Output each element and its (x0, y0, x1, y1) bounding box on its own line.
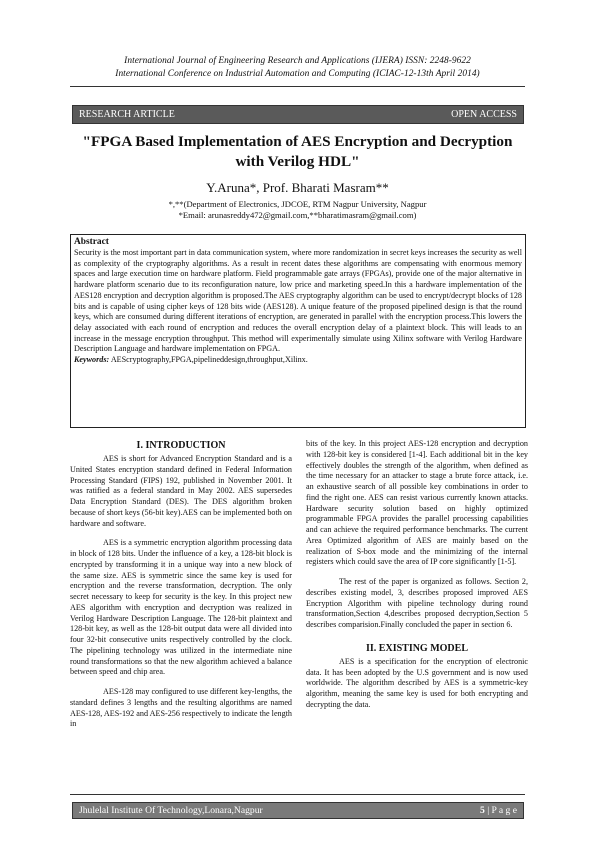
abstract-text: Security is the most important part in data communication system, where more randomization in secret keys increases the security as well as complexity of the cryptography algorithms. As a result in recent dates these algorithms are compensating with enormous memory spaces and large execution time on hardware platform. Field programmable gate arrays (FPGAs), provide one of the major alternative in hardware platform scenario due to its reconfiguration nature, low price and marketing speed.In this a hardware implementation of the AES128 encryption and decryption algorithm is proposed.The AES cryptography algorithm can be used to encrypt/decrypt blocks of 128 bits and is capable of using cipher keys of 128 bits wide (AES128). A unique feature of the proposed pipelined design is that the round keys, which are consumed during different iterations of encryption, are generated in parallel with the encryption process.This lowers the delay associated with each round of encryption and reduces the overall encryption delay of a plaintext block. This will leads to an increase in the message encryption throughput. This method will experimentally simulate using Xilinx software with Verilog Hardware Description Language and hardware implementation on FPGA. (74, 248, 522, 354)
journal-header-line1: International Journal of Engineering Research and Applications (IJERA) ISSN: 2248-9622 (124, 56, 471, 66)
open-access-label: OPEN ACCESS (451, 109, 517, 120)
email-line: *Email: arunasreddy472@gmail.com,**bharatimasram@gmail.com) (178, 210, 417, 220)
intro-paragraph-1: AES is short for Advanced Encryption Standard and is a United States encryption standard defined in Federal Information Processing Standard (FIPS) 192, published in November 2001. It was ratified as a federal standard in May 2002. AES supersedes Data Encryption Standard (DES). The DES algorithm broken because of short keys (56-bit key).AES can be implemented both on hardware and software. (70, 454, 292, 528)
journal-header (60, 55, 535, 81)
paper-organization-paragraph: The rest of the paper is organized as follows. Section 2, describes existing model, 3, describes proposed improved AES Encryption Algorithm with pipeline technology during round transformation,Section 4,describes proposed decryption,Section 5 describes comparision.Finally concluded the paper in section 6. (306, 577, 528, 629)
keywords-text: AEScryptography,FPGA,pipelineddesign,throughput,Xilinx. (110, 355, 308, 365)
intro-continuation: bits of the key. In this project AES-128 encryption and decryption with 128-bit key is considered [1-4]. Each additional bit in the key effectively doubles the strength of the algorithm, when defined as the time necessary for an attacker to stage a brute force attack, i.e. an exhaustive search of all possible key combinations in order to find the right one. AES can resist various currently known attacks. Hardware security solution based on highly optimized programmable FPGA provides the parallel processing capabilities and can achieve the required performance benchmarks. The current Area Optimized algorithm of AES are mainly based on the realization of S-box mode and the minimizing of the internal registers which could save the area of IP core significantly [1-5]. (306, 439, 528, 567)
article-banner (72, 105, 524, 124)
paper-authors: Y.Aruna*, Prof. Bharati Masram** (206, 180, 389, 195)
footer-institute: Jhulelal Institute Of Technology,Lonara,Nagpur (79, 805, 263, 816)
abstract-heading: Abstract (74, 237, 109, 247)
left-column (70, 439, 292, 730)
existing-model-paragraph: AES is a specification for the encryption of electronic data. It has been adopted by the U.S government and is now used worldwide. The algorithm described by AES is a symmetric-key algorithm, meaning the same key is used for both encrypting and decrypting the data. (306, 656, 528, 709)
journal-header-line2: International Conference on Industrial Automation and Computing (ICIAC-12-13th April 2014) (115, 69, 480, 79)
existing-model-heading: II. EXISTING MODEL (366, 642, 468, 654)
page-number-value: 5 (479, 805, 485, 816)
page-footer (72, 802, 524, 819)
page-label: | P a g e (487, 805, 517, 816)
keywords-line (74, 355, 522, 366)
page-number (480, 805, 517, 816)
author-affiliation (70, 199, 525, 221)
intro-paragraph-3: AES-128 may configured to use different key-lengths, the standard defines 3 lengths and the resulting algorithms are named AES-128, AES-192 and AES-256 respectively to indicate the length in (70, 687, 292, 729)
intro-heading: I. INTRODUCTION (136, 440, 226, 451)
intro-paragraph-2: AES is a symmetric encryption algorithm processing data in block of 128 bits. Under the influence of a key, a 128-bit block is encrypted by transforming it in a unique way into a new block of the same size. AES is symmetric since the same key is used for encryption and the reverse transformation, decryption. The only secret necessary to keep for security is the key. In this project new AES algorithm with encryption and decryption was realized in Verilog Hardware Description Language. The 128-bit plaintext and 128-bit key, as well as the 128-bit output data were all divided into four 32-bit consecutive units respectively controlled by the clock. The pipelining technology was utilized in the intermediate nine round transformations so that the new algorithm achieved a balance between speed and chip area. (70, 538, 292, 677)
footer-divider (70, 794, 525, 795)
article-type-label: RESEARCH ARTICLE (79, 109, 175, 120)
paper-title: "FPGA Based Implementation of AES Encryption and Decryption with Verilog HDL" (82, 133, 513, 170)
keywords-label: Keywords: (74, 355, 110, 365)
header-divider (70, 86, 525, 87)
right-column (306, 439, 528, 711)
abstract-box (70, 234, 526, 428)
affiliation-line: *,**(Department of Electronics, JDCOE, RTM Nagpur University, Nagpur (168, 199, 427, 209)
